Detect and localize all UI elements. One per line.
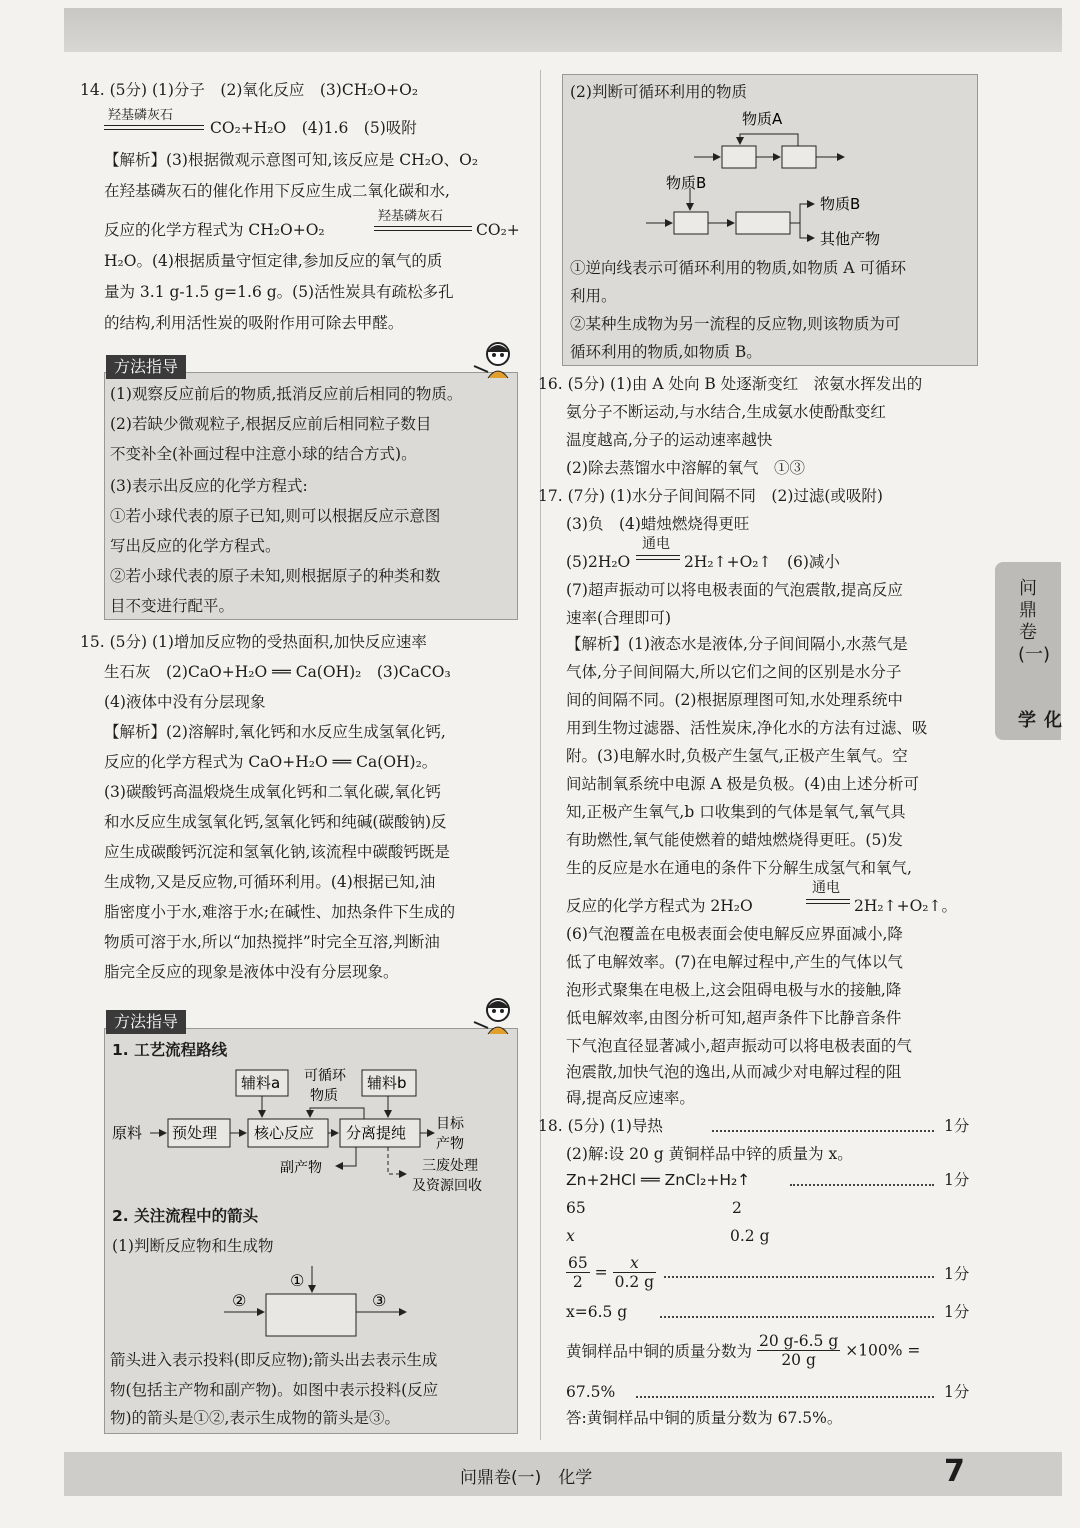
method-line: (2)若缺少微观粒子,根据反应前后相同粒子数目 [110,415,432,433]
q17-analysis-line: 知,正极产生氧气,b 口收集到的气体是氧气,氧气具 [566,803,906,821]
q15-line: 生石灰 (2)CaO+H₂O ══ Ca(OH)₂ (3)CaCO₃ [104,663,451,681]
dot-leader [712,1130,934,1132]
q17-analysis-line: 反应的化学方程式为 2H₂O [566,897,753,915]
q18-proportion: $\frac{65}{2}$ = $\frac{x}{0.2 g}$ [568,1254,655,1291]
equation-bar [104,129,204,130]
q17-analysis-line: 低了电解效率。(7)在电解过程中,产生的气体以气 [566,953,903,971]
q16-line: 氨分子不断运动,与水结合,生成氨水使酚酞变红 [566,403,886,421]
dot-leader [636,1396,934,1398]
q14-analysis-line: 反应的化学方程式为 CH₂O+O₂ [104,221,325,239]
equation-bar [104,125,204,126]
method2-heading-2: 2. 关注流程中的箭头 [112,1207,259,1225]
q17-analysis-line: 用到生物过滤器、活性炭床,净化水的方法有过滤、吸 [566,719,928,737]
material-a-label: 物质A [742,110,783,128]
q18-answer: 答:黄铜样品中铜的质量分数为 67.5%。 [566,1409,843,1427]
process-flow-diagram [108,1062,518,1202]
percent-mult: ×100% = [845,1341,921,1360]
footer-title: 问鼎卷(一) 化学 [460,1468,593,1488]
q15-line: 反应的化学方程式为 CaO+H₂O ══ Ca(OH)₂。 [104,753,438,771]
q18-percent-line [566,1332,920,1369]
method-line: 不变补全(补画过程中注意小球的结合方式)。 [110,445,417,463]
other-products-label: 其他产物 [820,230,881,248]
recycle-line: 利用。 [570,287,617,305]
arrow-diagram [220,1262,420,1342]
q17-analysis-line: 泡震散,加快气泡的逸出,从而减少对电解过程的阻 [566,1063,902,1081]
q17-condition: 通电 [812,880,840,896]
arrow-2-label: ② [232,1291,247,1310]
flow-pre: 预处理 [172,1124,218,1142]
q17-analysis-line: 有助燃性,氧气能使燃着的蜡烛燃烧得更旺。(5)发 [566,831,903,849]
q17-analysis-line: 泡形式聚集在电极上,这会阻碍电极与水的接触,降 [566,981,902,999]
arrow-1-label: ① [290,1271,305,1290]
q18-x-result: x=6.5 g [566,1303,628,1321]
q17-analysis-line: (6)气泡覆盖在电极表面会使电解反应界面减小,降 [566,925,903,943]
score-point: 1分 [944,1171,970,1189]
q15-line: 物质可溶于水,所以“加热搅拌”时完全互溶,判断油 [104,933,440,951]
q17-line: (7)超声振动可以将电极表面的气泡震散,提高反应 [566,581,903,599]
q17-line: 速率(合理即可) [566,609,672,627]
page-footer [64,1452,1062,1496]
q14-analysis-line: 的结构,利用活性炭的吸附作用可除去甲醛。 [104,314,404,332]
q17-analysis-line: 2H₂↑+O₂↑。 [854,897,957,915]
flow-waste-1: 三废处理 [422,1158,478,1174]
q15-line: 脂密度小于水,难溶于水;在碱性、加热条件下生成的 [104,903,456,921]
q14-analysis-line: H₂O。(4)根据质量守恒定律,参加反应的氧气的质 [104,252,443,270]
q15-line: 生成物,又是反应物,可循环利用。(4)根据已知,油 [104,873,436,891]
q18-0.2g: 0.2 g [730,1227,770,1245]
column-divider [540,70,541,1440]
method-line: 目不变进行配平。 [110,597,235,615]
q18-line: (2)解:设 20 g 黄铜样品中锌的质量为 x。 [566,1145,853,1163]
q17-analysis-line: 下气泡直径显著减小,超声振动可以将电极表面的气 [566,1037,912,1055]
q17-line: 17. (7分) (1)水分子间间隔不同 (2)过滤(或吸附) [538,487,883,505]
side-tab [995,562,1061,740]
q14-analysis-line: CO₂+ [476,221,520,239]
equation-bar [806,903,850,904]
q14-condition: 羟基磷灰石 [378,209,444,224]
dot-leader [660,1316,934,1318]
q17-line: (3)负 (4)蜡烛燃烧得更旺 [566,515,750,533]
q15-line: 【解析】(2)溶解时,氧化钙和水反应生成氢氧化钙, [104,723,446,741]
q18-mass-65: 65 [566,1199,586,1217]
teacher-icon [470,336,520,380]
method-guide-tag: 方法指导 [106,355,186,379]
frac-num: 65 [568,1254,588,1272]
q14-answer-line2: CO₂+H₂O (4)1.6 (5)吸附 [210,119,417,137]
q18-result: 67.5% [566,1383,616,1401]
method2-heading-1: 1. 工艺流程路线 [112,1041,228,1059]
q15-line: 15. (5分) (1)增加反应物的受热面积,加快反应速率 [80,633,427,651]
q18-mass-2: 2 [732,1199,742,1217]
flow-aux-a: 辅料a [241,1074,281,1092]
method-line: ①若小球代表的原子已知,则可以根据反应示意图 [110,507,441,525]
q15-line: 应生成碳酸钙沉淀和氢氧化钠,该流程中碳酸钙既是 [104,843,450,861]
dot-leader [664,1276,934,1278]
score-point: 1分 [944,1383,970,1401]
frac-den: 2 [572,1273,583,1291]
q14-condition: 羟基磷灰石 [108,108,174,123]
top-margin-bar [64,8,1062,52]
page-number: 7 [944,1454,965,1489]
reactor-box [266,1294,356,1336]
recycle-line: ②某种生成物为另一流程的反应物,则该物质为可 [570,315,901,333]
q15-line: 和水反应生成氢氧化钙,氢氧化钙和纯碱(碳酸钠)反 [104,813,447,831]
q16-line: (2)除去蒸馏水中溶解的氧气 ①③ [566,459,805,477]
flow-recycle-1: 可循环 [304,1068,346,1084]
frac-den: 20 g [781,1351,816,1369]
q16-line: 温度越高,分子的运动速率越快 [566,431,773,449]
teacher-icon [470,992,520,1036]
recycle-flow-diagram [640,104,920,254]
q17-analysis-line: 间的间隔不同。(2)根据原理图可知,水处理系统中 [566,691,903,709]
method2-heading-3: (1)判断反应物和生成物 [112,1237,274,1255]
q18-x: x [566,1227,575,1245]
score-point: 1分 [944,1265,970,1283]
dot-leader [790,1184,934,1186]
percent-text: 黄铜样品中铜的质量分数为 [566,1342,753,1361]
flow-target-2: 产物 [436,1136,464,1152]
frac-num: x [613,1254,657,1273]
q16-line: 16. (5分) (1)由 A 处向 B 处逐渐变红 浓氨水挥发出的 [538,375,923,393]
flow-aux-b: 辅料b [367,1074,407,1092]
frac-den: 0.2 g [614,1273,655,1291]
q17-line: (5)2H₂O [566,553,631,571]
frac-num: 20 g-6.5 g [758,1332,839,1350]
flow-waste-2: 及资源回收 [412,1178,482,1194]
recycle-line: ①逆向线表示可循环利用的物质,如物质 A 可循环 [570,259,906,277]
side-tab-title: 问鼎卷(一) [1018,578,1051,665]
method-guide-tag: 方法指导 [106,1010,186,1034]
q17-analysis-line: 气体,分子间间隔大,所以它们之间的区别是水分子 [566,663,902,681]
q17-analysis-line: 低电解效率,由图分析可知,超声条件下比静音条件 [566,1009,902,1027]
method-line: (3)表示出反应的化学方程式: [110,477,308,495]
flow-sep: 分离提纯 [346,1124,407,1142]
material-b-output-label: 物质B [820,195,861,213]
q17-condition: 通电 [642,536,670,552]
q18-equation: Zn+2HCl ══ ZnCl₂+H₂↑ [566,1171,751,1189]
q17-analysis-line: 生的反应是水在通电的条件下分解生成氢气和氧气, [566,859,912,877]
method-line: 物)的箭头是①②,表示生成物的箭头是③。 [110,1409,400,1427]
arrow-3-label: ③ [372,1291,387,1310]
equation-bar [374,226,472,227]
method-line: 箭头进入表示投料(即反应物);箭头出去表示生成 [110,1351,438,1369]
equation-bar [636,559,680,560]
flow-recycle-2: 物质 [310,1088,338,1104]
material-b-label: 物质B [666,174,707,192]
recycle-line: 循环利用的物质,如物质 B。 [570,343,762,361]
q15-line: (4)液体中没有分层现象 [104,693,266,711]
method-line: ②若小球代表的原子未知,则根据原子的种类和数 [110,567,441,585]
q15-line: (3)碳酸钙高温煅烧生成氧化钙和二氧化碳,氧化钙 [104,783,441,801]
q17-line: 2H₂↑+O₂↑ (6)减小 [684,553,840,571]
q17-analysis-line: 碍,提高反应速率。 [566,1089,695,1107]
q17-analysis-line: 【解析】(1)液态水是液体,分子间间隔小,水蒸气是 [566,635,908,653]
q17-analysis-line: 间站制氧系统中电源 A 极是负极。(4)由上述分析可 [566,775,920,793]
flow-target-1: 目标 [436,1116,464,1132]
q15-line: 脂完全反应的现象是液体中没有分层现象。 [104,963,399,981]
score-point: 1分 [944,1117,970,1135]
side-tab-subject: 化学 [1015,710,1062,728]
q18-line: 18. (5分) (1)导热 [538,1117,663,1135]
q14-answer-line1: 14. (5分) (1)分子 (2)氧化反应 (3)CH₂O+O₂ [80,81,419,99]
q14-analysis-line: 量为 3.1 g-1.5 g=1.6 g。(5)活性炭具有疏松多孔 [104,283,454,301]
q14-analysis-line: 【解析】(3)根据微观示意图可知,该反应是 CH₂O、O₂ [104,151,479,169]
flow-core: 核心反应 [254,1124,315,1142]
q14-analysis-line: 在羟基磷灰石的催化作用下反应生成二氧化碳和水, [104,182,450,200]
flow-byproduct: 副产物 [280,1160,322,1176]
method-line: 写出反应的化学方程式。 [110,537,281,555]
method-line: (1)观察反应前后的物质,抵消反应前后相同的物质。 [110,385,463,403]
q17-analysis-line: 附。(3)电解水时,负极产生氢气,正极产生氧气。空 [566,747,908,765]
equation-bar [806,899,850,900]
method-line: 物(包括主产物和副产物)。如图中表示投料(反应 [110,1381,439,1399]
score-point: 1分 [944,1303,970,1321]
equation-bar [636,555,680,556]
recycle-box-title: (2)判断可循环利用的物质 [570,83,747,101]
equation-bar [374,230,472,231]
flow-raw: 原料 [112,1124,143,1142]
